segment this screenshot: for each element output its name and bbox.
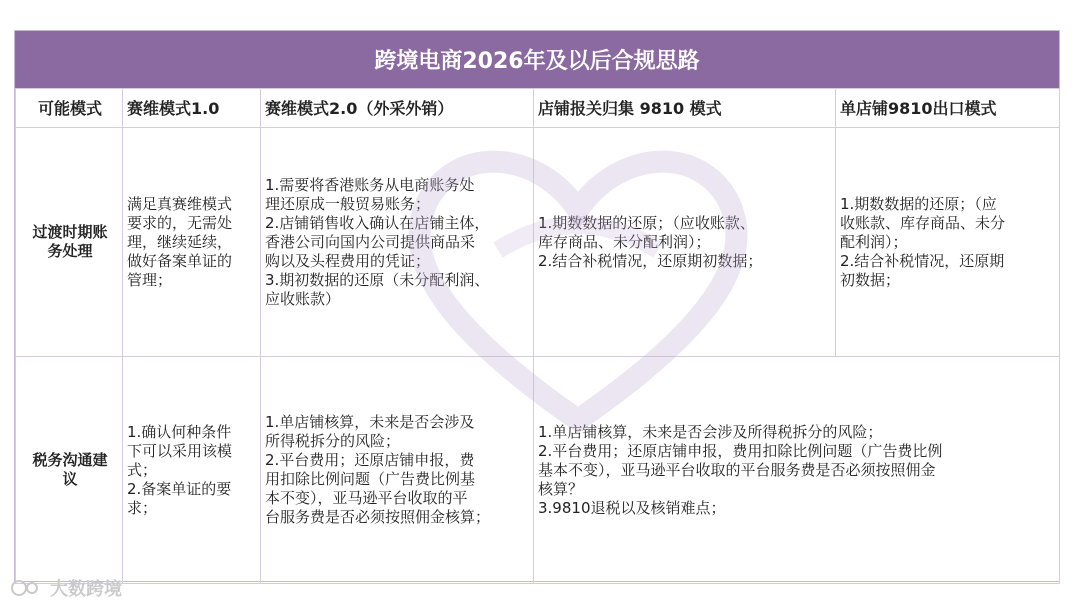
- header-mode: 可能模式: [16, 89, 123, 128]
- table-cell: 1.期数数据的还原；（应 收账款、库存商品、未分 配利润）； 2.结合补税情况，还原期 初数据；: [836, 128, 1060, 357]
- table-row: [16, 357, 1060, 584]
- table-cell-merged: 1.单店铺核算，未来是否会涉及所得税拆分的风险； 2.平台费用；还原店铺申报，费用扣除比例问题（广告费比例 基本不变），亚马逊平台收取的平台服务费是否必须按照佣金 核算？ 3.9810退税以及核销难点；: [534, 357, 1060, 584]
- header-single-store-9810: 单店铺9810出口模式: [836, 89, 1060, 128]
- brand-logo-icon: [10, 579, 46, 597]
- table-cell: 1.期数数据的还原；（应收账款、 库存商品、未分配利润）； 2.结合补税情况，还原期初数据；: [534, 128, 836, 357]
- header-store-9810: 店铺报关归集 9810 模式: [534, 89, 836, 128]
- page-title: 跨境电商2026年及以后合规思路: [15, 31, 1059, 88]
- brand-watermark: [10, 575, 122, 601]
- table-frame: [14, 30, 1060, 582]
- header-row: [16, 89, 1060, 128]
- table-row: [16, 128, 1060, 357]
- compliance-table: [15, 88, 1060, 584]
- brand-watermark-text: 大数跨境: [50, 579, 122, 600]
- header-saiwei-1: 赛维模式1.0: [123, 89, 261, 128]
- table-cell: 1.需要将香港账务从电商账务处 理还原成一般贸易账务； 2.店铺销售收入确认在店铺主体， 香港公司向国内公司提供商品采 购以及头程费用的凭证； 3.期初数据的还原（未分配利润、 应收账款）: [261, 128, 534, 357]
- row-label-transition: 过渡时期账 务处理: [16, 128, 123, 357]
- row-label-tax-communication: 税务沟通建 议: [16, 357, 123, 584]
- table-cell: 1.确认何种条件 下可以采用该模 式； 2.备案单证的要 求；: [123, 357, 261, 584]
- table-cell: 1.单店铺核算，未来是否会涉及 所得税拆分的风险； 2.平台费用；还原店铺申报，费 用扣除比例问题（广告费比例基 本不变），亚马逊平台收取的平 台服务费是否必须按照佣金核算；: [261, 357, 534, 584]
- table-cell: 满足真赛维模式 要求的，无需处 理，继续延续， 做好备案单证的 管理；: [123, 128, 261, 357]
- header-saiwei-2: 赛维模式2.0（外采外销）: [261, 89, 534, 128]
